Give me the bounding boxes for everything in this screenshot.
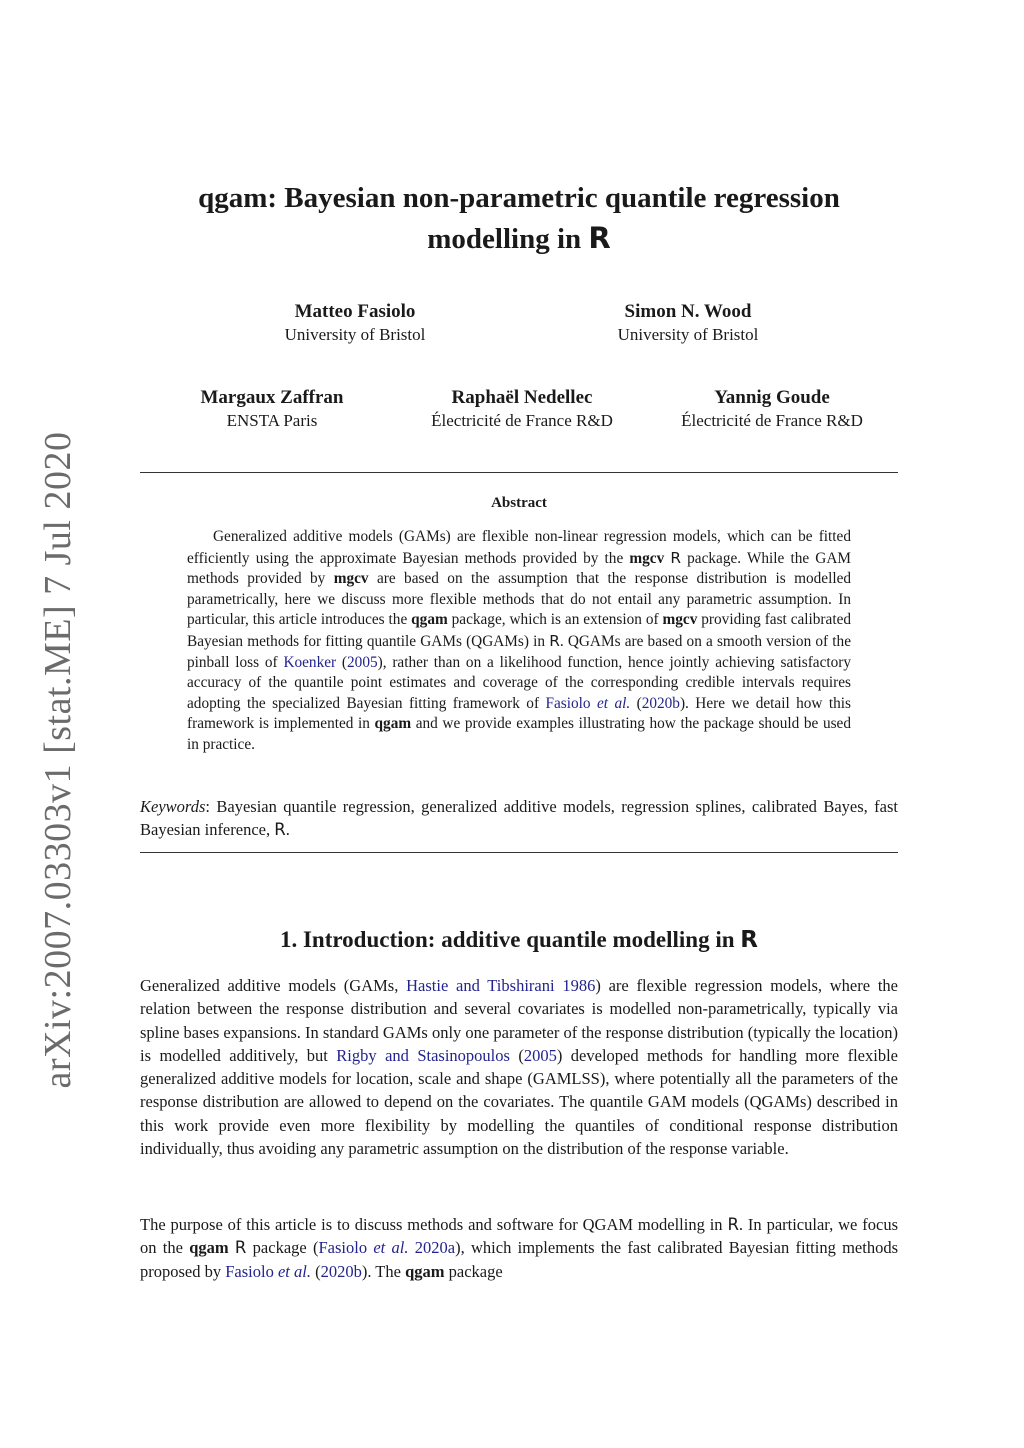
author-block bbox=[652, 386, 892, 432]
author-name: Yannig Goude bbox=[714, 387, 830, 408]
author-block bbox=[172, 386, 372, 432]
qgam-package-name: qgam bbox=[411, 611, 448, 629]
author-affiliation: Électricité de France R&D bbox=[681, 411, 863, 430]
author-affiliation: University of Bristol bbox=[617, 325, 759, 344]
author-name: Matteo Fasiolo bbox=[294, 301, 416, 322]
author-name: Simon N. Wood bbox=[624, 301, 752, 322]
abstract-top-rule bbox=[140, 472, 898, 473]
author-block bbox=[400, 386, 644, 432]
author-affiliation: Électricité de France R&D bbox=[431, 411, 613, 430]
author-affiliation: ENSTA Paris bbox=[226, 411, 318, 430]
paper-title bbox=[130, 178, 908, 259]
citation-link-rigby[interactable]: Rigby and Stasinopoulos bbox=[336, 1045, 510, 1065]
qgam-package-name: qgam bbox=[189, 1238, 229, 1258]
keywords-label: Keywords bbox=[140, 797, 206, 816]
citation-link-hastie[interactable]: Hastie and Tibshirani 1986 bbox=[406, 976, 596, 995]
keywords-bottom-rule bbox=[140, 852, 898, 853]
title-line-2: modelling in R bbox=[427, 221, 611, 255]
citation-link-koenker[interactable]: Koenker bbox=[283, 653, 337, 671]
citation-year-link[interactable]: 2020b bbox=[641, 694, 680, 712]
author-name: Raphaël Nedellec bbox=[451, 387, 593, 408]
author-name: Margaux Zaffran bbox=[200, 387, 344, 408]
citation-year-link[interactable]: 2005 bbox=[347, 653, 378, 671]
citation-year-link[interactable]: 2005 bbox=[523, 1045, 557, 1065]
section-heading: 1. Introduction: additive quantile modelling in R bbox=[279, 927, 758, 953]
author-block bbox=[588, 300, 788, 346]
intro-paragraph: Generalized additive models (GAMs, Hastie and Tibshirani 1986) are flexible regression models, where the relation between the response distribution and several covariates is modelled non-parametrically, typically via spline bases expansions. In standard GAMs only one parameter of the response distribution (typically the location) is modelled additively, but Rigby and Stasinopoulos (2005) developed methods for handling more flexible generalized additive models for location, scale and shape (GAMLSS), where potentially all the parameters of the response distribution are allowed to depend on the covariates. The quantile GAM models (QGAMs) described in this work provide even more flexibility by modelling the quantiles of conditional response distribution individually, thus avoiding any parametric assumption on the distribution of the response variable. bbox=[140, 976, 898, 1159]
author-block bbox=[255, 300, 455, 346]
title-line-1: qgam: Bayesian non-parametric quantile regression bbox=[198, 182, 840, 214]
author-affiliation: University of Bristol bbox=[284, 325, 426, 344]
keywords-line: Keywords: Bayesian quantile regression, generalized additive models, regression splines, calibrated Bayes, fast Bayesian inference, R. bbox=[140, 797, 898, 839]
citation-link-fasiolo[interactable]: Fasiolo et al. bbox=[225, 1261, 311, 1281]
abstract-heading: Abstract bbox=[491, 495, 547, 511]
citation-link-fasiolo[interactable]: Fasiolo et al. 2020a bbox=[318, 1238, 456, 1258]
r-logo-text: R bbox=[588, 221, 611, 255]
intro-paragraph: The purpose of this article is to discuss methods and software for QGAM modelling in R. In particular, we focus on the qgam R package (Fasiolo et al. 2020a), which implements the fast calibrated Bayesian fitting methods proposed by Fasiolo et al. (2020b). The qgam package bbox=[140, 1215, 899, 1281]
citation-link-fasiolo[interactable]: Fasiolo et al. bbox=[545, 694, 631, 712]
arxiv-identifier-stamp: arXiv:2007.03303v1 [stat.ME] 7 Jul 2020 bbox=[37, 431, 79, 1089]
citation-year-link[interactable]: 2020b bbox=[320, 1261, 362, 1281]
mgcv-package-name: mgcv bbox=[629, 549, 665, 567]
abstract-body: Generalized additive models (GAMs) are flexible non-linear regression models, which can be fitted efficiently using the approximate Bayesian methods provided by the mgcv R package. While the GAM methods provided by mgcv are based on the assumption that the response distribution is modelled parametrically, here we discuss more flexible methods that do not entail any parametric assumption. In particular, this article introduces the qgam package, which is an extension of mgcv providing fast calibrated Bayesian methods for fitting quantile GAMs (QGAMs) in R. QGAMs are based on a smooth version of the pinball loss of Koenker (2005), rather than on a likelihood function, hence jointly achieving satisfactory accuracy of the quantile point estimates and coverage of the corresponding credible intervals requires adopting the specialized Bayesian fitting framework of Fasiolo et al. (2020b). Here we detail how this framework is implemented in qgam and we provide examples illustrating how the package should be used in practice. bbox=[187, 528, 852, 753]
